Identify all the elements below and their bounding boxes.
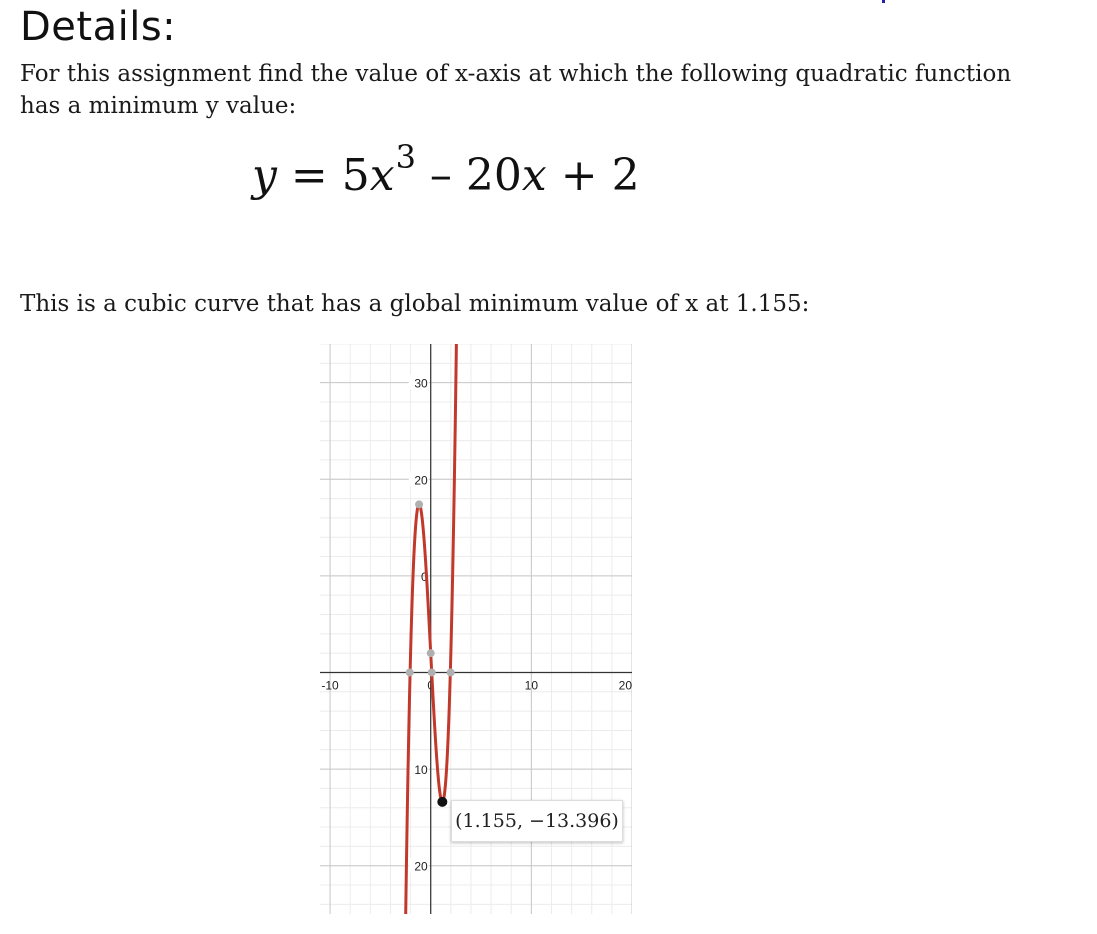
- equation-constant: 2: [611, 150, 640, 201]
- details-heading: Details:: [20, 4, 177, 50]
- curve-point: [447, 668, 455, 676]
- equation-var2: x: [521, 150, 547, 201]
- x-tick-label: 20: [618, 678, 632, 693]
- equation-exponent: 3: [395, 138, 416, 176]
- curve-point: [427, 649, 435, 657]
- x-tick-label: 0: [427, 678, 435, 693]
- assignment-text: For this assignment find the value of x-axis at which the following quadratic function has a minimum y value:: [20, 61, 1012, 119]
- curve-point: [428, 668, 436, 676]
- equation-lhs: y: [252, 150, 277, 201]
- equation-coef: 5: [341, 150, 370, 201]
- equation-equals: =: [290, 150, 328, 201]
- y-tick-label: 0: [421, 569, 428, 584]
- equation-minus: –: [429, 150, 452, 201]
- minimum-point-label: (1.155, −13.396): [451, 800, 623, 842]
- y-tick-label: 20: [414, 473, 428, 488]
- minimum-note: This is a cubic curve that has a global minimum value of x at 1.155:: [20, 291, 810, 317]
- curve-point: [415, 500, 423, 508]
- equation-plus: +: [560, 150, 598, 201]
- stray-mark: [882, 0, 885, 3]
- y-tick-label: 30: [414, 376, 428, 391]
- x-tick-label: 10: [524, 678, 539, 693]
- curve-point: [437, 797, 447, 807]
- x-tick-label: -10: [321, 678, 339, 693]
- y-tick-label: 20: [414, 859, 428, 874]
- equation: [252, 138, 640, 201]
- y-tick-label: 10: [414, 763, 428, 778]
- curve-point: [406, 668, 414, 676]
- equation-term2: 20: [465, 150, 522, 201]
- equation-var: x: [369, 150, 395, 201]
